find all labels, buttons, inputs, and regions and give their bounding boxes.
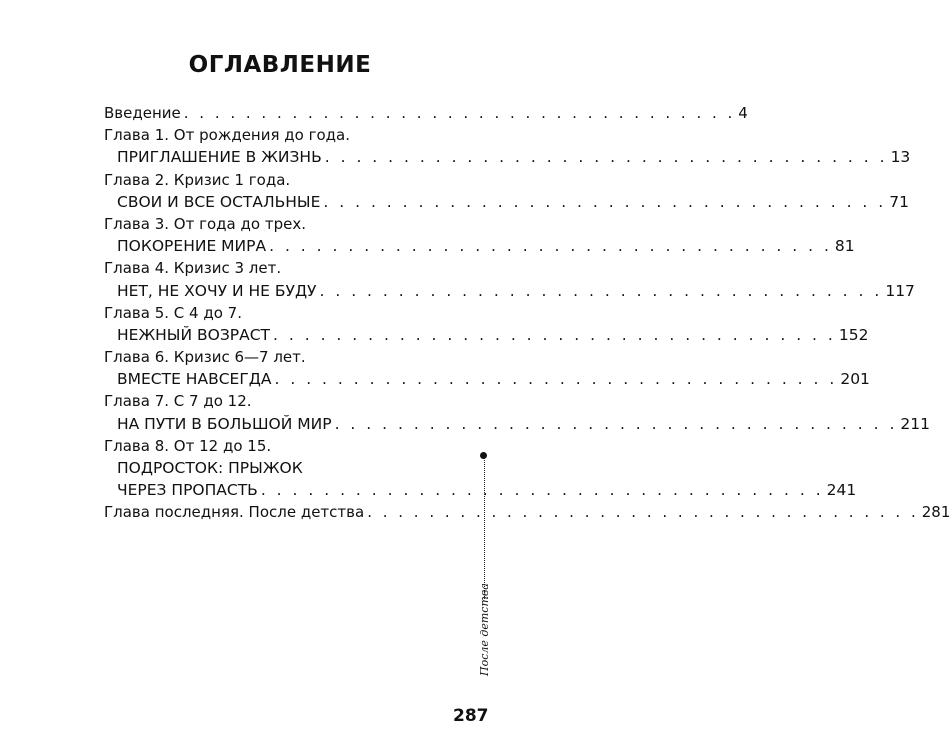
toc-page-number: 211 xyxy=(900,414,930,433)
toc-page-number: 152 xyxy=(838,325,869,344)
page-number: 287 xyxy=(453,706,489,726)
toc-chapter-2-heading: Глава 2. Кризис 1 года. xyxy=(104,170,291,189)
toc-leader-dots: . . . . . . . . . . . . . . . . . . . . . . . . . . . . . . . . . . . . xyxy=(183,104,736,122)
toc-chapter-4-heading: Глава 4. Кризис 3 лет. xyxy=(104,259,282,278)
toc-entry-chapter-1 xyxy=(104,146,911,168)
toc-page-number: 117 xyxy=(885,281,915,300)
toc-leader-dots: . . . . . . . . . . . . . . . . . . . . . . . . . . . . . . . . . . . . xyxy=(274,370,838,389)
toc-page-number: 71 xyxy=(889,192,909,211)
toc-leader-dots: . . . . . . . . . . . . . . . . . . . . . . . . . . . . . . . . . . . . xyxy=(273,325,836,344)
toc-chapter-7-heading: Глава 7. С 7 до 12. xyxy=(104,392,252,411)
toc-entry-chapter-5 xyxy=(104,324,869,346)
toc-entry-chapter-8 xyxy=(104,479,857,501)
running-head-caption: После детства xyxy=(478,583,491,676)
toc-entry-chapter-2 xyxy=(104,191,909,213)
toc-page-number: 241 xyxy=(826,481,857,500)
toc-leader-dots: . . . . . . . . . . . . . . . . . . . . . . . . . . . . . . . . . . . . xyxy=(334,414,898,433)
toc-entry-label: Введение xyxy=(104,104,181,122)
toc-leader-dots: . . . . . . . . . . . . . . . . . . . . . . . . . . . . . . . . . . . . xyxy=(367,503,919,522)
toc-chapter-5-heading: Глава 5. С 4 до 7. xyxy=(104,303,242,322)
toc-entry-subtitle: ПОКОРЕНИЕ МИРА xyxy=(117,237,267,256)
toc-chapter-8-subtitle-line1: ПОДРОСТОК: ПРЫЖОК xyxy=(117,459,303,477)
toc-entry-subtitle: ВМЕСТЕ НАВСЕГДА xyxy=(117,370,272,389)
toc-entry-label: Глава последняя. После детства xyxy=(104,503,365,522)
table-of-contents xyxy=(104,102,950,524)
toc-entry-chapter-4 xyxy=(104,280,915,302)
toc-entry-subtitle: ПРИГЛАШЕНИЕ В ЖИЗНЬ xyxy=(117,148,322,167)
toc-leader-dots: . . . . . . . . . . . . . . . . . . . . . . . . . . . . . . . . . . . . xyxy=(323,192,887,211)
toc-chapter-1-heading: Глава 1. От рождения до года. xyxy=(104,126,350,145)
toc-entry-subtitle: ЧЕРЕЗ ПРОПАСТЬ xyxy=(117,481,258,500)
page-title: ОГЛАВЛЕНИЕ xyxy=(188,52,372,78)
running-head-dotted-rule xyxy=(484,457,485,599)
toc-entry-chapter-7 xyxy=(104,413,930,435)
toc-page-number: 201 xyxy=(840,370,870,389)
toc-leader-dots: . . . . . . . . . . . . . . . . . . . . . . . . . . . . . . . . . . . . xyxy=(319,281,883,300)
toc-entry-introduction xyxy=(104,102,748,124)
toc-entry-chapter-6 xyxy=(104,368,870,390)
toc-page-number: 81 xyxy=(834,237,855,256)
toc-leader-dots: . . . . . . . . . . . . . . . . . . . . . . . . . . . . . . . . . . . . xyxy=(324,148,888,167)
toc-page-number: 13 xyxy=(890,148,911,167)
toc-entry-subtitle: СВОИ И ВСЕ ОСТАЛЬНЫЕ xyxy=(117,192,321,211)
toc-entry-subtitle: НА ПУТИ В БОЛЬШОЙ МИР xyxy=(117,414,332,433)
toc-leader-dots: . . . . . . . . . . . . . . . . . . . . . . . . . . . . . . . . . . . . xyxy=(269,237,832,256)
toc-chapter-6-heading: Глава 6. Кризис 6—7 лет. xyxy=(104,348,306,367)
toc-entry-chapter-3 xyxy=(104,235,855,257)
toc-page-number: 4 xyxy=(738,104,748,122)
toc-leader-dots: . . . . . . . . . . . . . . . . . . . . . . . . . . . . . . . . . . . . xyxy=(260,481,824,500)
toc-page-number: 281 xyxy=(921,503,950,522)
toc-entry-subtitle: НЕТ, НЕ ХОЧУ И НЕ БУДУ xyxy=(117,281,317,300)
toc-chapter-3-heading: Глава 3. От года до трех. xyxy=(104,214,306,233)
toc-entry-subtitle: НЕЖНЫЙ ВОЗРАСТ xyxy=(117,325,271,344)
toc-entry-final-chapter xyxy=(104,501,950,523)
toc-chapter-8-heading: Глава 8. От 12 до 15. xyxy=(104,436,272,455)
